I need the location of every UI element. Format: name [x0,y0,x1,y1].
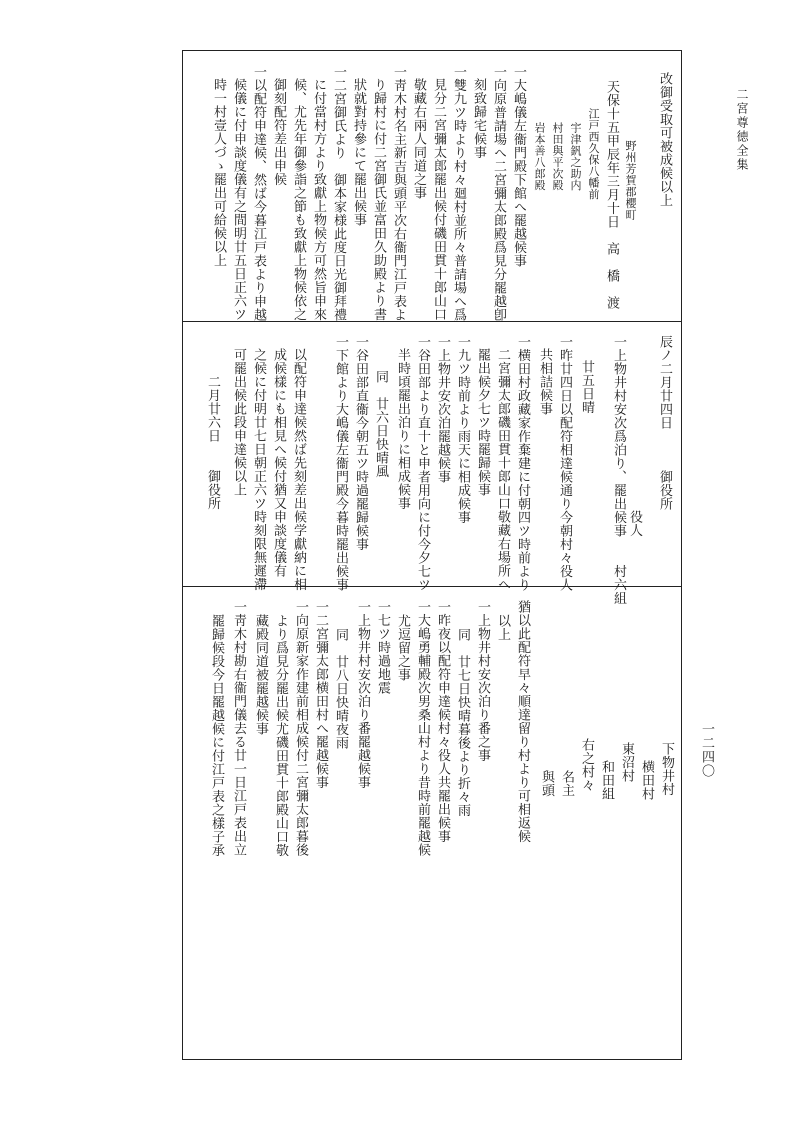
text-column: 以上 [495,614,510,641]
text-column: 江戸西久保八幡前 [587,108,600,200]
text-column: 見分二宮彌太郎罷出候付磯田貫十郎山口 [431,78,446,321]
text-column: 一靑木村勘右衞門儀去る廿一日江戸表出立 [231,600,246,857]
text-column: に付當村方より致獻上物候方可然旨申來 [311,78,326,321]
text-column: 東沼村 [619,742,634,783]
text-column: 横田村 [639,760,654,801]
text-column: 一大嶋勇輔殿次男桑山村より昔時前罷越候 [415,600,430,857]
text-column: 一以配符申達候、然ば今暮江戸表より申越 [251,65,266,322]
text-column: 敬藏右兩人同道之事 [411,78,426,200]
text-column: 一上物井安次泊罷越候事 [435,335,450,484]
text-column: 共相詰候事 [537,348,552,416]
text-column: 半時頃罷出泊りに相成候事 [395,348,410,510]
text-column: り歸村に付二宮御氏並富田久助殿より書 [371,78,386,321]
text-column: 一大嶋儀左衞門殿下館へ罷越候事 [511,65,526,268]
text-column: 御刻配符差出申候 [271,78,286,186]
page-number: 一二四〇 [699,722,714,778]
text-column: 下物井村 [659,742,674,796]
text-column: 一横田村政藏家作棄建に付朝四ツ時前より [515,335,530,592]
text-column: 尤逗留之事 [395,614,410,682]
text-column: 一谷田部直衞今朝五ツ時過罷歸候事 [353,335,368,551]
text-column: 猶以此配符早々順達留り村より可相返候 [515,600,530,843]
text-column: 廿五日晴 [579,360,594,414]
text-column: 和田組 [599,760,614,801]
text-column: 一昨夜以配符申達候村々役人共罷出候事 [435,600,450,843]
text-column: 右之村々 [579,738,594,792]
text-column: 二宮彌太郎磯田貫十郎山口敬藏右場所へ [495,348,510,591]
text-column: 二月廿六日 御役所 [205,375,220,510]
text-column: 同 廿七日快晴暮後より折々雨 [455,628,470,817]
text-column: 改御受取可被成候以上 [657,72,672,207]
text-column: 一向原新家作建前相成候付二宮彌太郎暮後 [293,600,308,857]
text-column: 一上物井村安次爲泊り、罷出候事 村六組 [611,335,626,605]
text-column: 狀就對持參にて罷出候事 [351,78,366,227]
text-column: 天保十五甲辰年三月十日 高 橋 渡 [604,80,619,310]
text-column: 岩本善八郎殿 [533,122,546,191]
text-column: 一二宮御氏より 御本家様此度日光御拜禮 [331,65,346,322]
text-column: 一七ツ時過地震 [375,600,390,695]
text-column: 之候に付明廿七日朝正六ツ時刻限無遲滯 [251,348,266,591]
text-column: 一靑木村名主新吉與頭平次右衞門江戸表よ [391,65,406,322]
text-column: 一雙九ツ時より村々廻村並所々普請場へ爲 [451,65,466,322]
text-column: 以配符申達候然ば先刻差出候学獻納に相 [291,348,306,591]
text-column: 同 廿六日快晴風 [373,370,388,478]
text-column: 與頭 [539,770,554,797]
text-column: 可罷出候此段申達候以上 [231,348,246,497]
text-column: 刻致歸宅候事 [471,78,486,159]
text-column: 一二宮彌太郎横田村へ罷越候事 [313,600,328,789]
text-column: 役人 [627,510,642,537]
text-column: 宇津釩之助内 [569,122,582,191]
text-column: 一谷田部より直十と申者用向に付今夕七ツ [415,335,430,592]
text-column: 一昨廿四日以配符相達候通り今朝村々役人 [557,335,572,592]
text-column: 野州芳賀郡櫻町 [624,140,637,221]
text-column: 時一村壹人づゝ罷出可給候以上 [211,78,226,267]
text-column: より爲見分罷出候尤磯田貫十郎殿山口敬 [273,614,288,857]
text-column: 名主 [559,770,574,797]
text-column: 一下館より大嶋儀左衞門殿今暮時罷出候事 [333,335,348,592]
text-column: 罷出候夕七ツ時罷歸候事 [475,348,490,497]
text-column: 一上物井村安次泊り番之事 [475,600,490,762]
text-column: 罷歸候段今日罷越候に付江戸表之樣子承 [209,614,224,857]
text-column: 辰ノ二月廿四日 御役所 [657,335,672,511]
text-column: 一上物井村安次泊り番罷越候事 [355,600,370,789]
text-column: 同 廿八日快晴夜雨 [333,628,348,750]
text-column: 候儀に付申談度儀有之間明廿五日正六ツ [231,78,246,321]
text-column: 藏殿同道被罷越候事 [253,614,268,736]
text-column: 候、尤先年御參詣之節も致獻上物候依之 [291,78,306,321]
running-header: 二宮尊徳全集 [735,88,749,172]
text-column: 村田與平次殿 [551,122,564,191]
text-column: 一九ツ時前より雨天に相成候事 [455,335,470,524]
text-column: 成候樣にも相見へ候付猶又申談度儀有 [271,348,286,578]
text-column: 一向原普請場へ二宮彌太郎殿爲見分罷越卽 [491,65,506,322]
